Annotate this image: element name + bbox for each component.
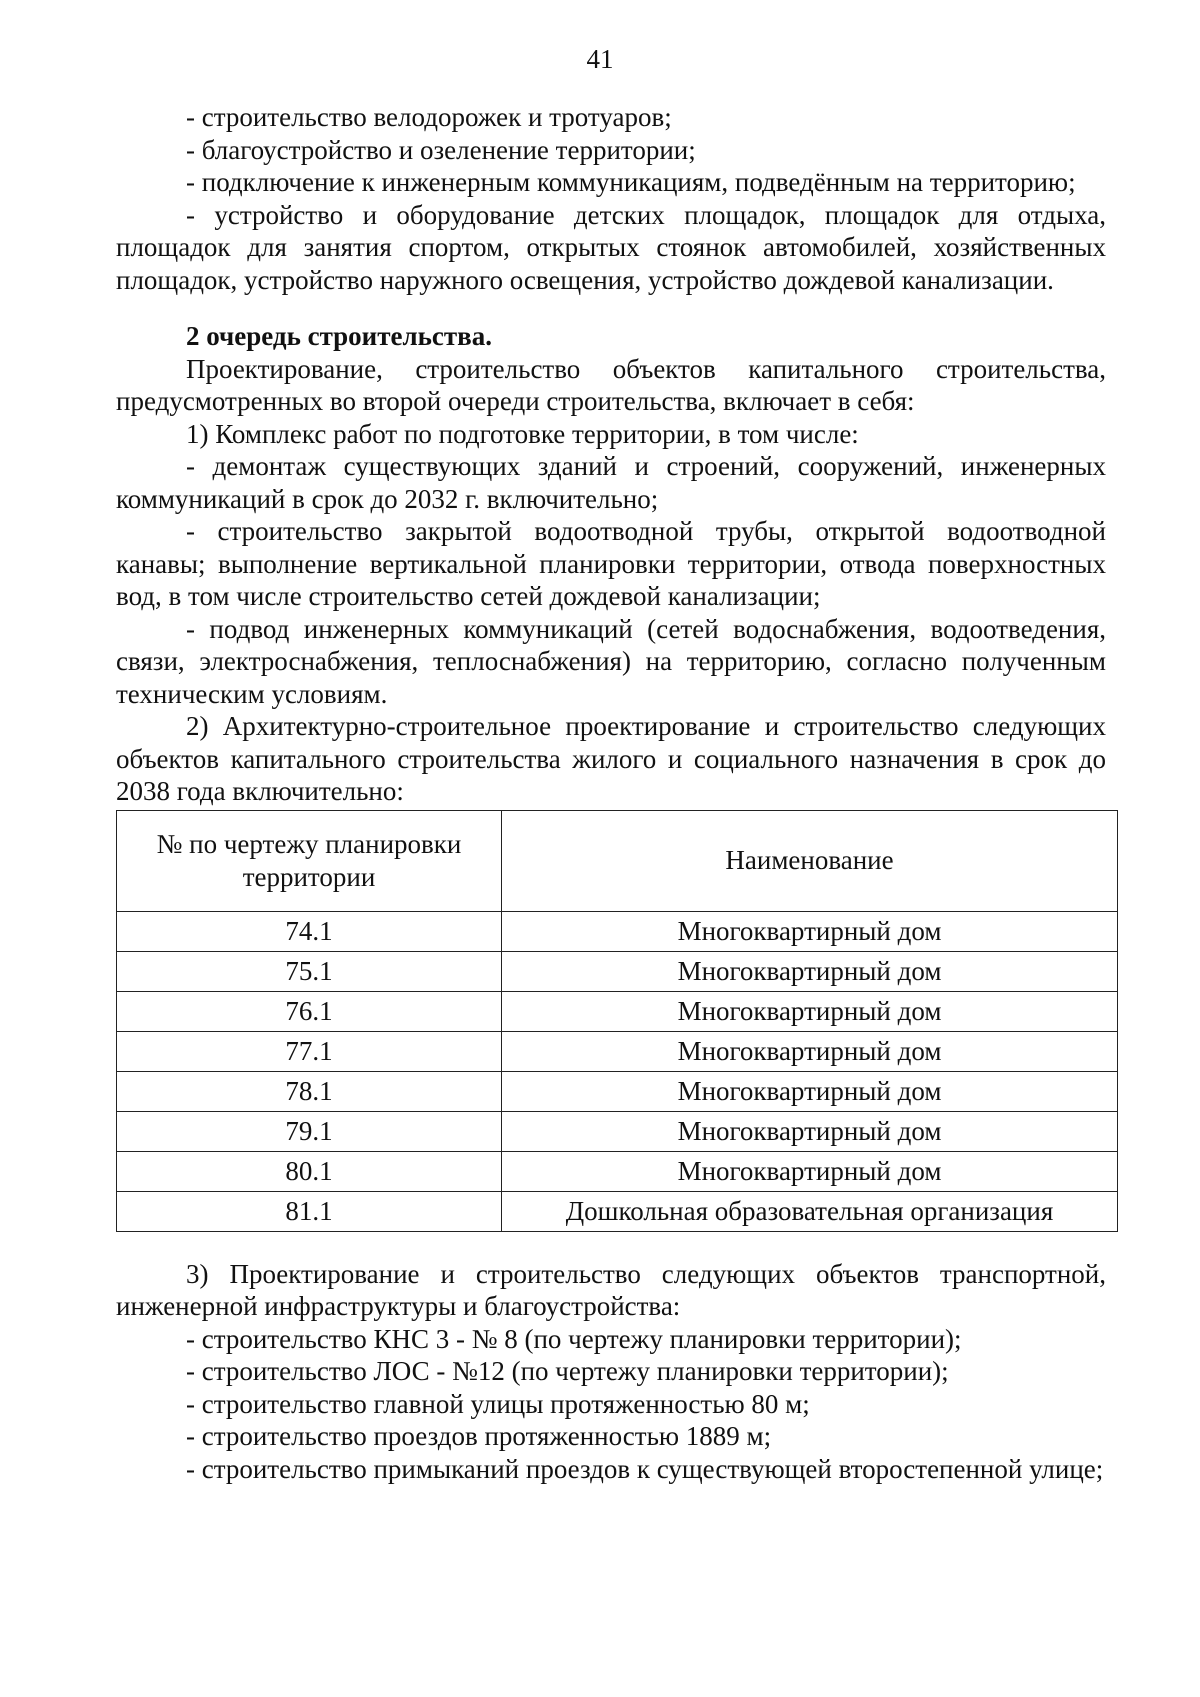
table-cell-number: 75.1 [117,951,502,991]
table-row [117,1031,1118,1071]
table-row [117,1071,1118,1111]
objects-table [116,810,1118,1232]
table-row [117,1111,1118,1151]
list-item: - строительство КНС 3 - № 8 (по чертежу планировки территории); [186,1323,962,1354]
table-cell-name: Многоквартирный дом [502,991,1118,1031]
table-row [117,1151,1118,1191]
document-body [116,101,1106,1485]
list-item: 3) Проектирование и строительство следующих объектов транспортной, инженерной инфраструктуры и благоустройства: [116,1258,1106,1321]
paragraph: Проектирование, строительство объектов капитального строительства, предусмотренных во второй очереди строительства, включает в себя: [116,353,1106,416]
table-cell-number: 81.1 [117,1191,502,1231]
list-item: - подключение к инженерным коммуникациям, подведённым на территорию; [186,167,1076,197]
table-cell-number: 79.1 [117,1111,502,1151]
table-cell-number: 77.1 [117,1031,502,1071]
table-row [117,951,1118,991]
list-item: - строительство главной улицы протяженностью 80 м; [186,1388,810,1419]
table-header-row [117,810,1118,911]
section-heading: 2 очередь строительства. [186,321,492,351]
table-cell-number: 78.1 [117,1071,502,1111]
column-header-number: № по чертежу планировки территории [117,810,502,911]
list-item: - демонтаж существующих зданий и строений, сооружений, инженерных коммуникаций в срок до 2032 г. включительно; [116,451,1106,514]
page-number: 41 [586,44,614,74]
list-item: - строительство проездов протяженностью 1889 м; [186,1421,772,1451]
table-cell-name: Многоквартирный дом [502,1031,1118,1071]
list-item: - благоустройство и озеленение территории; [186,134,696,165]
table-cell-number: 74.1 [117,911,502,951]
list-item: 1) Комплекс работ по подготовке территории, в том числе: [186,418,859,449]
table-cell-name: Многоквартирный дом [502,951,1118,991]
list-item: - строительство закрытой водоотводной трубы, открытой водоотводной канавы; выполнение вертикальной планировки территории, отвода поверхностных вод, в том числе строительство сетей дождевой канализации; [116,516,1106,611]
table-cell-name: Дошкольная образовательная организация [502,1191,1118,1231]
list-item: - устройство и оборудование детских площадок, площадок для отдыха, площадок для занятия спортом, открытых стоянок автомобилей, хозяйственных площадок, устройство наружного освещения, устройство дождевой канализации. [116,199,1106,295]
table-row [117,911,1118,951]
table-cell-name: Многоквартирный дом [502,1071,1118,1111]
list-item: 2) Архитектурно-строительное проектирование и строительство следующих объектов капитального строительства жилого и социального назначения в срок до 2038 года включительно: [116,711,1106,806]
table-cell-name: Многоквартирный дом [502,1111,1118,1151]
table-row [117,991,1118,1031]
list-item: - строительство велодорожек и тротуаров; [186,102,672,132]
table-cell-name: Многоквартирный дом [502,911,1118,951]
table-cell-number: 76.1 [117,991,502,1031]
list-item: - подвод инженерных коммуникаций (сетей водоснабжения, водоотведения, связи, электроснабжения, теплоснабжения) на территорию, согласно полученным техническим условиям. [116,613,1106,709]
list-item: - строительство ЛОС - №12 (по чертежу планировки территории); [186,1356,949,1386]
table-cell-number: 80.1 [117,1151,502,1191]
table-cell-name: Многоквартирный дом [502,1151,1118,1191]
column-header-name: Наименование [502,810,1118,911]
table-row [117,1191,1118,1231]
list-item: - строительство примыканий проездов к существующей второстепенной улице; [186,1453,1104,1484]
